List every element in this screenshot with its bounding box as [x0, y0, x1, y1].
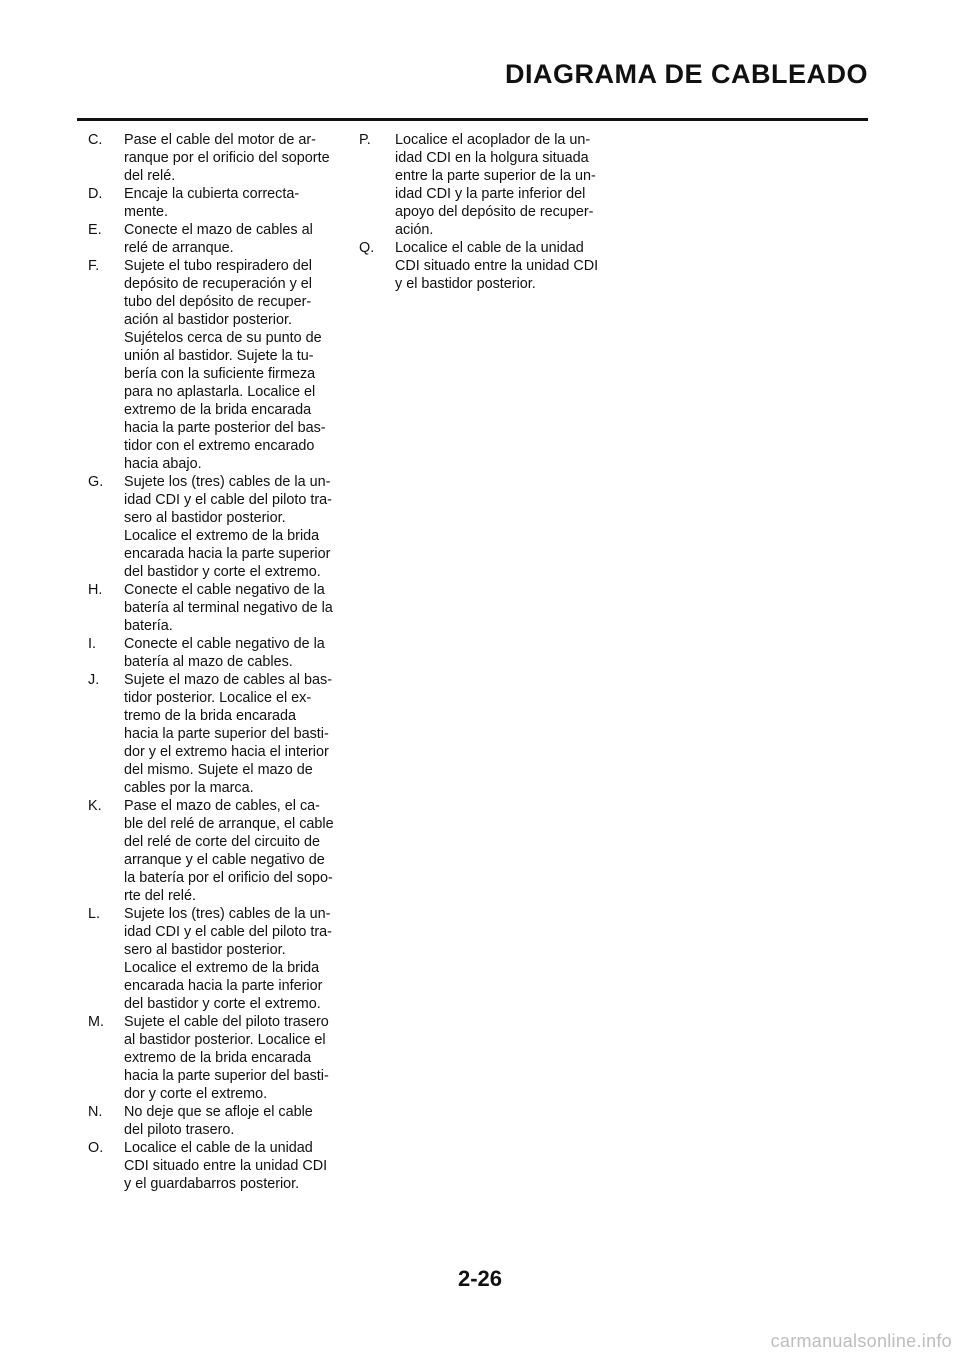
instruction-letter: L.: [88, 906, 101, 922]
instruction-item: [88, 221, 340, 257]
instruction-item: [88, 185, 340, 221]
instruction-text: Sujete el cable del piloto trasero al bastidor posterior. Localice el extremo de la brida encarada hacia la parte superior del basti- dor y corte el extremo.: [124, 1014, 329, 1102]
instruction-text: Conecte el cable negativo de la batería al mazo de cables.: [124, 636, 325, 670]
instruction-item: [88, 1103, 340, 1139]
watermark: carmanualsonline.info: [770, 1331, 952, 1351]
instruction-letter: J.: [88, 672, 100, 688]
instruction-letter: I.: [88, 636, 96, 652]
instruction-text: Conecte el mazo de cables al relé de arranque.: [124, 222, 313, 256]
instruction-text: No deje que se afloje el cable del piloto trasero.: [124, 1104, 313, 1138]
instruction-item: [88, 635, 340, 671]
instruction-item: [88, 1139, 340, 1193]
instruction-list-right: [359, 131, 611, 293]
instruction-text: Sujete los (tres) cables de la un- idad CDI y el cable del piloto tra- sero al bastidor posterior. Localice el extremo de la brida encarada hacia la parte inferior del bastidor y corte el extremo.: [124, 906, 332, 1012]
instruction-letter: F.: [88, 258, 100, 274]
instruction-text: Conecte el cable negativo de la batería al terminal negativo de la batería.: [124, 582, 333, 634]
page-number: 2-26: [457, 1266, 503, 1291]
instruction-letter: G.: [88, 474, 104, 490]
instruction-text: Sujete el tubo respiradero del depósito de recuperación y el tubo del depósito de recuper- ación al bastidor posterior. Sujételos cerca de su punto de unión al bastidor. Sujete la tu- bería con la suficiente firmeza para no aplastarla. Localice el extremo de la brida encarada hacia la parte posterior del bas- tidor con el extremo encarado hacia abajo.: [124, 258, 326, 472]
instruction-text: Localice el cable de la unidad CDI situado entre la unidad CDI y el bastidor posterior.: [395, 240, 599, 292]
instruction-letter: D.: [88, 186, 103, 202]
instruction-item: [88, 905, 340, 1013]
instruction-item: [359, 239, 611, 293]
instruction-item: [88, 257, 340, 473]
instruction-letter: E.: [88, 222, 102, 238]
header-divider: [77, 118, 868, 121]
instruction-text: Sujete el mazo de cables al bas- tidor posterior. Localice el ex- tremo de la brida encarada hacia la parte superior del basti- dor y el extremo hacia el interior del mismo. Sujete el mazo de cables por la marca.: [124, 672, 332, 796]
instruction-text: Encaje la cubierta correcta- mente.: [124, 186, 300, 220]
instruction-item: [359, 131, 611, 239]
instruction-text: Pase el mazo de cables, el ca- ble del relé de arranque, el cable del relé de corte del circuito de arranque y el cable negativo de la batería por el orificio del sopo- rte del relé.: [124, 798, 334, 904]
instruction-item: [88, 131, 340, 185]
instruction-letter: C.: [88, 132, 103, 148]
instruction-item: [88, 1013, 340, 1103]
instruction-letter: Q.: [359, 240, 375, 256]
instruction-text: Pase el cable del motor de ar- ranque por el orificio del soporte del relé.: [124, 132, 330, 184]
instruction-list-left: [88, 131, 340, 1193]
instruction-item: [88, 473, 340, 581]
instruction-text: Localice el cable de la unidad CDI situado entre la unidad CDI y el guardabarros posterior.: [124, 1140, 328, 1192]
instruction-item: [88, 581, 340, 635]
instruction-letter: H.: [88, 582, 103, 598]
instruction-letter: K.: [88, 798, 102, 814]
instruction-text: Localice el acoplador de la un- idad CDI en la holgura situada entre la parte superior de la un- idad CDI y la parte inferior del apoyo del depósito de recuper- ación.: [395, 132, 596, 238]
instruction-item: [88, 797, 340, 905]
page-title: DIAGRAMA DE CABLEADO: [505, 59, 868, 89]
instruction-letter: O.: [88, 1140, 104, 1156]
instruction-item: [88, 671, 340, 797]
instruction-letter: N.: [88, 1104, 103, 1120]
instruction-letter: M.: [88, 1014, 104, 1030]
instruction-letter: P.: [359, 132, 371, 148]
instruction-text: Sujete los (tres) cables de la un- idad CDI y el cable del piloto tra- sero al bastidor posterior. Localice el extremo de la brida encarada hacia la parte superior del bastidor y corte el extremo.: [124, 474, 332, 580]
